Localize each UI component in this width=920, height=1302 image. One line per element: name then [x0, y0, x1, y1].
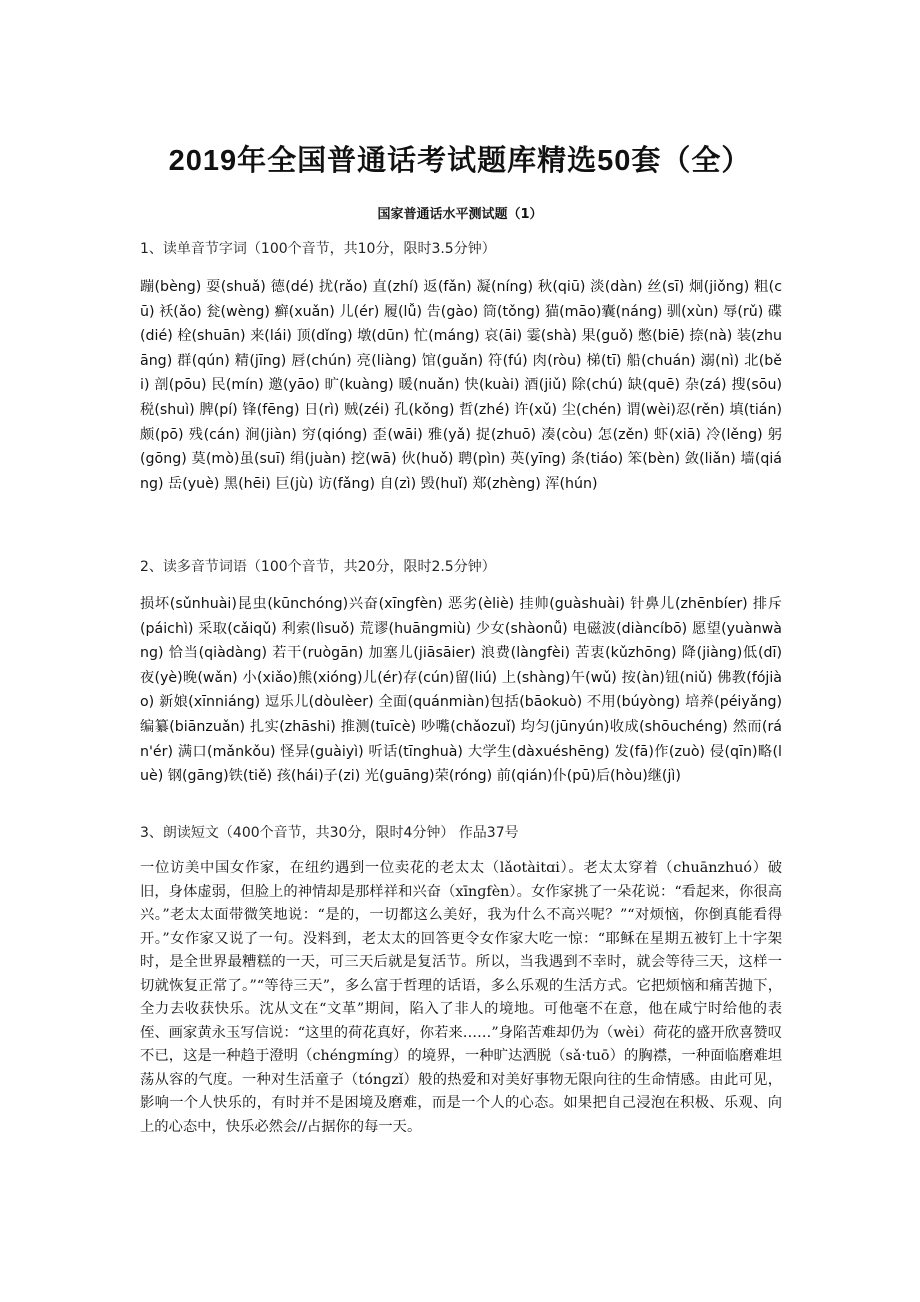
section-2-body: 损坏(sǔnhuài)昆虫(kūnchóng)兴奋(xīngfèn) 恶劣(èliè) 挂帅(guàshuài) 针鼻儿(zhēnbíer) 排斥(páichì) 采取(cǎiqǔ) 利索(lìsuǒ) 荒谬(huāngmiù) 少女(shàonǚ) 电磁波(diàncíbō) 愿望(yuànwàng) 恰当(qiàdàng) 若干(ruògān) 加塞儿(jiāsāier) 浪费(làngfèi) 苦衷(kǔzhōng) 降(jiàng)低(dī) 夜(yè)晚(wǎn) 小(xiǎo)熊(xióng)儿(ér)存(cún)留(liú) 上(shàng)午(wǔ) 按(àn)钮(niǔ) 佛教(fójiào) 新娘(xīnniáng) 逗乐儿(dòulèer) 全面(quánmiàn)包括(bāokuò) 不用(búyòng) 培养(péiyǎng) 编纂(biānzuǎn) 扎实(zhāshi) 推测(tuīcè) 吵嘴(chǎozuǐ) 均匀(jūnyún)收成(shōuchéng) 然而(rán'ér) 满口(mǎnkǒu) 怪异(guàiyì) 听话(tīnghuà) 大学生(dàxuéshēng) 发(fā)作(zuò) 侵(qīn)略(luè) 钢(gāng)铁(tiě) 孩(hái)子(zi) 光(guāng)荣(róng) 前(qián)仆(pū)后(hòu)继(jì) — [140, 596, 782, 785]
section-3-essay: 一位访美中国女作家，在纽约遇到一位卖花的老太太（lǎotàitɑi）。老太太穿着（chuānzhuó）破旧，身体虚弱，但脸上的神情却是那样祥和兴奋（xīnɡfèn）。女作家挑了一朵花说：“看起来，你很高兴。”老太太面带微笑地说：“是的，一切都这么美好，我为什么不高兴呢？”“对烦恼，你倒真能看得开。”女作家又说了一句。没料到，老太太的回答更令女作家大吃一惊：“耶稣在星期五被钉上十字架时，是全世界最糟糕的一天，可三天后就是复活节。所以，当我遇到不幸时，就会等待三天，这样一切就恢复正常了。”“等待三天”，多么富于哲理的话语，多么乐观的生活方式。它把烦恼和痛苦抛下，全力去收获快乐。沈从文在“文革”期间，陷入了非人的境地。可他毫不在意，他在咸宁时给他的表侄、画家黄永玉写信说：“这里的荷花真好，你若来……”身陷苦难却仍为（wèi）荷花的盛开欣喜赞叹不已，这是一种趋于澄明（chénɡmínɡ）的境界，一种旷达洒脱（sǎ·tuō）的胸襟，一种面临磨难坦荡从容的气度。一种对生活童子（tónɡzǐ）般的热爱和对美好事物无限向往的生命情感。由此可见，影响一个人快乐的，有时并不是困境及磨难，而是一个人的心态。如果把自己浸泡在积极、乐观、向上的心态中，快乐必然会//占据你的每一天。 — [140, 860, 782, 1135]
section-2-heading: 2、读多音节词语（100个音节，共20分，限时2.5分钟） — [140, 559, 496, 575]
document-title: 2019年全国普通话考试题库精选50套（全） — [168, 145, 752, 177]
test-subtitle: 国家普通话水平测试题（1） — [377, 207, 543, 222]
section-1-body: 蹦(bèng) 耍(shuǎ) 德(dé) 扰(rǎo) 直(zhí) 返(fǎn) 凝(níng) 秋(qiū) 淡(dàn) 丝(sī) 炯(jiǒng) 粗(cū) 袄(ǎo) 瓮(wèng) 癣(xuǎn) 儿(ér) 履(lǚ) 告(gào) 筒(tǒng) 猫(māo)囊(náng) 驯(xùn) 辱(rǔ) 碟(dié) 栓(shuān) 来(lái) 顶(dǐng) 墩(dūn) 忙(máng) 哀(āi) 霎(shà) 果(guǒ) 憋(biē) 捺(nà) 装(zhuāng) 群(qún) 精(jīng) 唇(chún) 亮(liàng) 馆(guǎn) 符(fú) 肉(ròu) 梯(tī) 船(chuán) 溺(nì) 北(běi) 剖(pōu) 民(mín) 邀(yāo) 旷(kuàng) 暖(nuǎn) 快(kuài) 酒(jiǔ) 除(chú) 缺(quē) 杂(zá) 搜(sōu) 税(shuì) 脾(pí) 锋(fēng) 日(rì) 贼(zéi) 孔(kǒng) 哲(zhé) 许(xǔ) 尘(chén) 谓(wèi)忍(rěn) 填(tián) 颇(pō) 残(cán) 涧(jiàn) 穷(qióng) 歪(wāi) 雅(yǎ) 捉(zhuō) 凑(còu) 怎(zěn) 虾(xiā) 冷(lěng) 躬(gōng) 莫(mò)虽(suī) 绢(juàn) 挖(wā) 伙(huǒ) 聘(pìn) 英(yīng) 条(tiáo) 笨(bèn) 敛(liǎn) 墙(qiáng) 岳(yuè) 黑(hēi) 巨(jù) 访(fǎng) 自(zì) 毁(huǐ) 郑(zhèng) 浑(hún) — [140, 279, 782, 492]
section-3-heading: 3、朗读短文（400个音节，共30分，限时4分钟） 作品37号 — [140, 825, 519, 841]
section-1-heading: 1、读单音节字词（100个音节，共10分，限时3.5分钟） — [140, 241, 496, 257]
